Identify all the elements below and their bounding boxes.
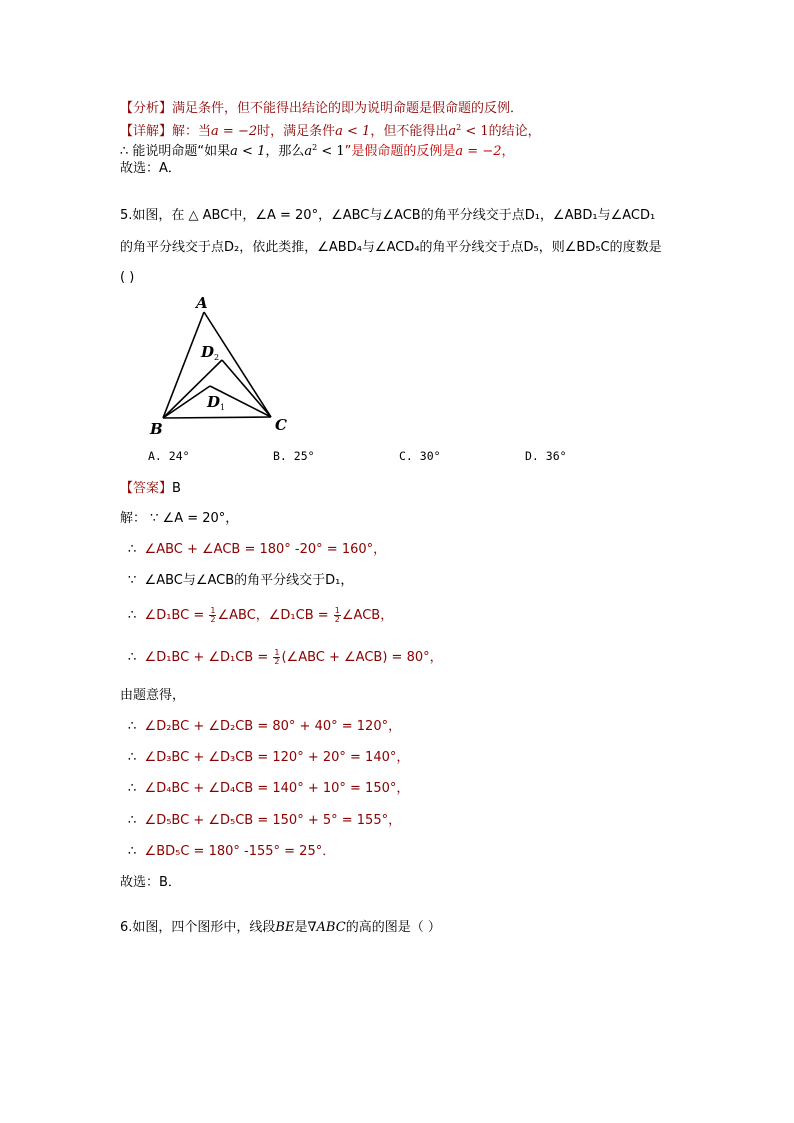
option-d: D. 36° — [525, 449, 567, 463]
solution-s4a: ∠D₁BC + ∠D₁CB = — [144, 650, 273, 665]
fraction-half: $\frac{1}{2}$ — [210, 606, 216, 624]
option-b: B. 25° — [273, 449, 315, 463]
option-c: C. 30° — [399, 449, 441, 463]
detail-concl-rest: < 1 — [461, 124, 489, 139]
q5-line2: 的角平分线交于点D₂，依此类推，∠ABD₄与∠ACD₄的角平分线交于点D₅，则∠BD₅C的度数是 — [120, 240, 662, 255]
solution-s3a: ∠D₁BC = — [144, 608, 209, 623]
solution-s3b: ∠ABC，∠D₁CB = — [217, 608, 333, 623]
solution-s2-text: ∠ABC与∠ACB的角平分线交于D₁， — [144, 573, 354, 588]
therefore-symbol: ∴ — [120, 144, 129, 159]
label-d2: D — [201, 343, 215, 361]
answer-value: B — [172, 481, 181, 496]
therefore-concl-exp: 2 — [312, 143, 318, 152]
label-d1: D — [207, 393, 221, 411]
analysis-tag: 【分析】 — [120, 101, 173, 116]
therefore-mid: ，那么 — [265, 144, 305, 159]
therefore-symbol: ∴ — [128, 813, 137, 828]
detail-end: 的结论， — [488, 124, 541, 139]
therefore-symbol: ∴ — [128, 781, 137, 796]
triangle-figure — [148, 290, 308, 440]
detail-cond: a < 1 — [335, 124, 371, 139]
q6-mid: 是 — [294, 920, 308, 935]
detail-tag: 【详解】 — [120, 124, 173, 139]
analysis-line — [120, 100, 523, 118]
detail-a-eq: a = −2 — [211, 124, 258, 139]
q5-choice: 故选：B． — [120, 875, 181, 890]
q6-line — [120, 919, 441, 937]
therefore-symbol: ∴ — [128, 650, 137, 665]
therefore-symbol: ∴ — [128, 608, 137, 623]
option-a: A. 24° — [148, 449, 190, 463]
solution-s7 — [128, 749, 409, 767]
q5-line1: 5.如图，在 △ ABC中，∠A = 20°，∠ABC与∠ACB的角平分线交于点D₁，∠ABD₁与∠ACD₁ — [120, 208, 656, 223]
segment-ab — [163, 312, 204, 418]
because-symbol: ∵ — [128, 573, 137, 588]
therefore-pre: 能说明命题“如果 — [132, 144, 231, 159]
detail-concl-a: a — [448, 124, 457, 139]
answer-line — [120, 480, 181, 498]
label-a: A — [196, 294, 208, 312]
therefore-concl-a: a — [304, 144, 313, 159]
therefore-concl-rest: < 1 — [317, 144, 345, 159]
analysis-text: 满足条件，但不能得出结论的即为说明命题是假命题的反例． — [172, 101, 524, 116]
therefore-post: ”是假命题的反例是 — [344, 144, 456, 159]
q6-segment: BE — [275, 920, 295, 935]
segment-bc — [163, 417, 271, 418]
therefore-symbol: ∴ — [128, 542, 137, 557]
label-c: C — [275, 416, 287, 434]
q6-triangle: ∇ABC — [307, 920, 346, 935]
q5-paren: ( ) — [120, 270, 135, 285]
therefore-end: ， — [501, 144, 515, 159]
solution-s4 — [128, 649, 443, 667]
fraction-half: $\frac{1}{2}$ — [334, 606, 340, 624]
solution-s1 — [128, 541, 386, 559]
label-d1-sub: 1 — [220, 403, 226, 412]
solution-s1-text: ∠ABC + ∠ACB = 180° -20° = 160°， — [144, 542, 387, 557]
detail-concl-exp: 2 — [456, 123, 462, 132]
therefore-symbol: ∴ — [128, 750, 137, 765]
therefore-symbol: ∴ — [128, 719, 137, 734]
solution-s7-text: ∠D₃BC + ∠D₃CB = 120° + 20° = 140°， — [144, 750, 410, 765]
solution-s5: 由题意得， — [120, 688, 186, 703]
solution-s3c: ∠ACB， — [341, 608, 394, 623]
solution-s4b: (∠ABC + ∠ACB) = 80°， — [281, 650, 443, 665]
q4-choice: 故选：A． — [120, 161, 181, 176]
answer-tag: 【答案】 — [120, 481, 173, 496]
solution-s2 — [128, 572, 353, 590]
solution-s8 — [128, 780, 409, 798]
q6-post: 的高的图是（ ） — [345, 920, 441, 935]
detail-pre: 解：当 — [172, 124, 212, 139]
therefore-symbol: ∴ — [128, 844, 137, 859]
solution-s9-text: ∠D₅BC + ∠D₅CB = 150° + 5° = 155°， — [144, 813, 402, 828]
solution-s6 — [128, 718, 401, 736]
therefore-line — [120, 139, 515, 161]
solution-s0: 解： ∵ ∠A = 20°， — [120, 511, 239, 526]
segment-cd2 — [222, 360, 271, 417]
therefore-val: a = −2 — [455, 144, 502, 159]
solution-s10 — [128, 843, 335, 861]
fraction-half: $\frac{1}{2}$ — [274, 648, 280, 666]
solution-s10-text: ∠BD₅C = 180° -155° = 25°． — [144, 844, 336, 859]
detail-line — [120, 119, 541, 141]
detail-mid: 时，满足条件 — [257, 124, 336, 139]
solution-s3 — [128, 607, 393, 625]
detail-mid2: ，但不能得出 — [370, 124, 449, 139]
segment-bd1 — [163, 386, 210, 418]
solution-s8-text: ∠D₄BC + ∠D₄CB = 140° + 10° = 150°， — [144, 781, 410, 796]
therefore-cond: a < 1 — [230, 144, 266, 159]
q6-pre: 6.如图，四个图形中，线段 — [120, 920, 276, 935]
label-b: B — [150, 420, 163, 438]
solution-s6-text: ∠D₂BC + ∠D₂CB = 80° + 40° = 120°， — [144, 719, 402, 734]
label-d2-sub: 2 — [214, 353, 220, 362]
solution-s9 — [128, 812, 401, 830]
